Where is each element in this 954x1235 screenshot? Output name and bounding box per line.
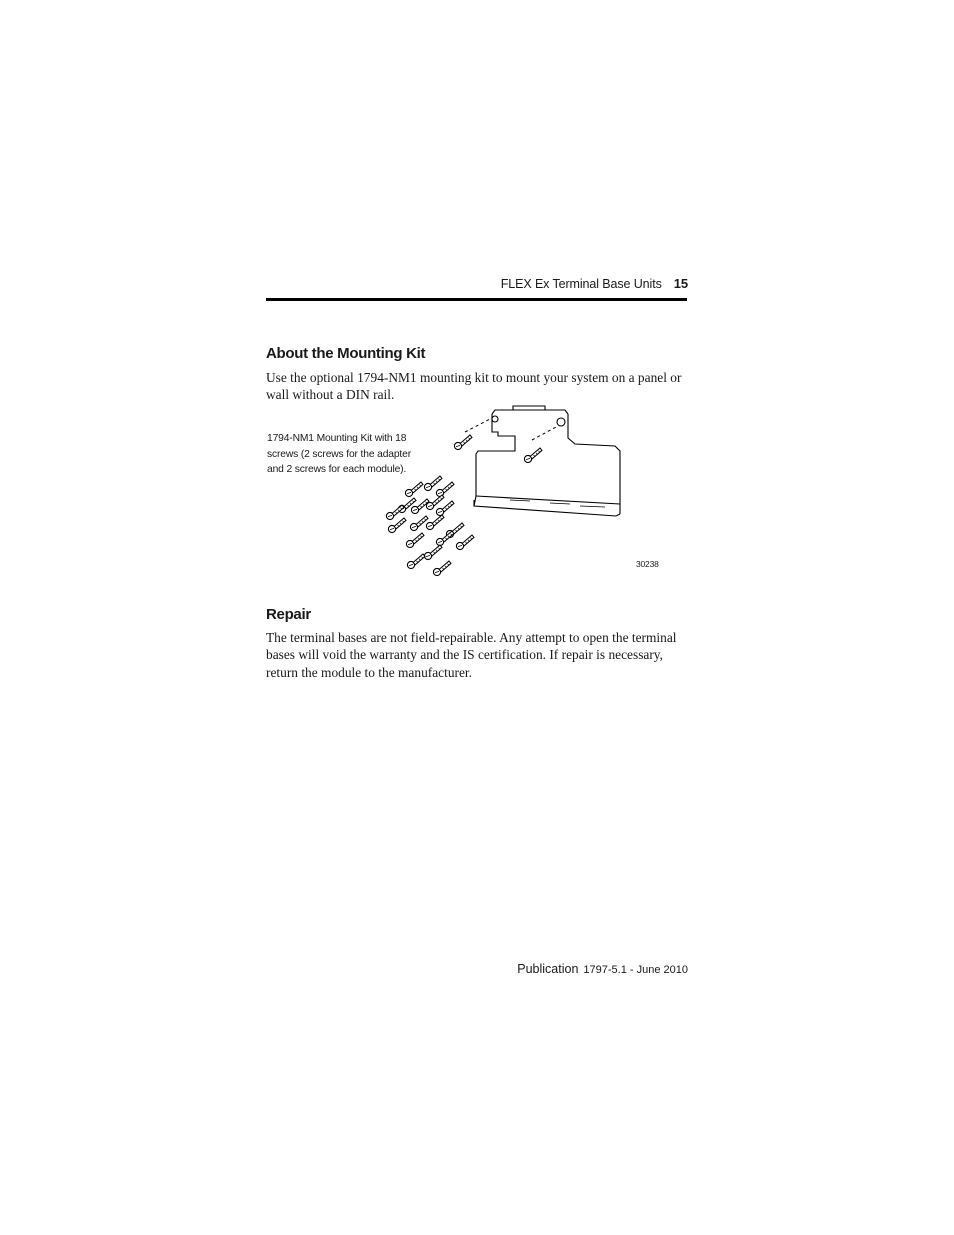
page-number: 15 [673,276,688,291]
screw-pile [386,476,474,576]
header-title: FLEX Ex Terminal Base Units [500,277,662,291]
section-heading-repair: Repair [266,606,311,623]
figure-number: 30238 [636,559,659,569]
adapter-screw [524,448,542,463]
figure-caption: 1794-NM1 Mounting Kit with 18 screws (2 screws for the adapter and 2 screws for each module). [267,433,411,476]
footer [517,962,688,976]
mounting-kit-illustration [370,396,670,586]
header-rule [266,298,687,301]
repair-paragraph: The terminal bases are not field-repairable. Any attempt to open the terminal bases will void the warranty and the IS certification. If repair is necessary, return the module to the manufacturer. [266,630,677,680]
section-heading-mounting-kit: About the Mounting Kit [266,345,426,362]
adapter-screw [454,435,472,450]
mounting-plate [474,406,620,516]
running-header [501,276,688,291]
mounting-kit-paragraph: Use the optional 1794-NM1 mounting kit to mount your system on a panel or wall without a DIN rail. [266,370,682,403]
footer-label: Publication [517,962,579,976]
publication-number: 1797-5.1 - June 2010 [583,964,688,976]
